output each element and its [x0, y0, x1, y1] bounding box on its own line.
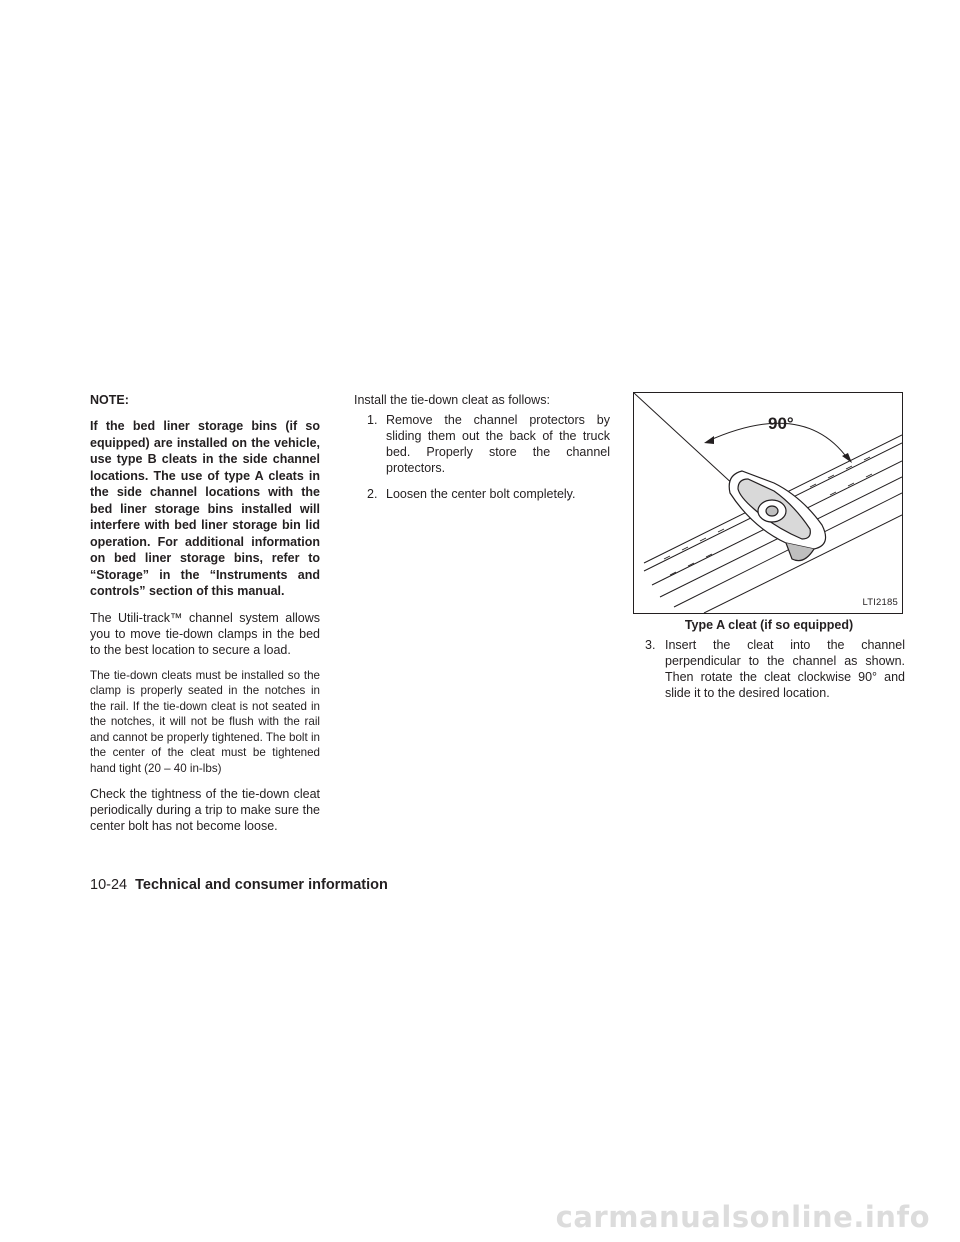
- page-number: 10-24: [90, 877, 128, 893]
- tightness-paragraph: Check the tightness of the tie-down cleat periodically during a trip to make sure the center bolt has not become loose.: [90, 787, 320, 833]
- right-column: [633, 392, 905, 701]
- step-number: 2.: [367, 487, 378, 501]
- install-steps: [354, 412, 610, 502]
- list-item: [354, 486, 610, 502]
- note-heading: NOTE:: [90, 393, 129, 407]
- utili-track-paragraph: The Utili-track™ channel system allows you to move tie-down clamps in the bed to the best location to secure a load.: [90, 610, 320, 657]
- middle-column: [354, 392, 610, 512]
- list-item: [633, 637, 905, 701]
- list-item: [354, 412, 610, 476]
- figure-caption: Type A cleat (if so equipped): [684, 618, 854, 632]
- figure-code: LTI2185: [862, 597, 898, 608]
- step-text: Insert the cleat into the channel perpendicular to the channel as shown. Then rotate the cleat clockwise 90° and slide it to the desired location.: [665, 638, 905, 700]
- angle-label: 90°: [768, 414, 794, 433]
- cleat-install-paragraph: The tie-down cleats must be installed so the clamp is properly seated in the notches in the rail. If the tie-down cleat is not seated in the notches, it will not be flush with the rail and cannot be properly tightened. The bolt in the center of the cleat must be tightened hand tight (20 – 40 in-lbs): [90, 668, 320, 775]
- step-text: Loosen the center bolt completely.: [386, 487, 576, 501]
- note-body: If the bed liner storage bins (if so equipped) are installed on the vehicle, use type B cleats in the side channel locations. The use of type A cleats in the side channel locations with the bed liner storage bins installed will interfere with bed liner storage bin lid operation. For additional information on bed liner storage bins, refer to “Storage” in the “Instruments and controls” section of this manual.: [90, 419, 320, 598]
- install-intro: Install the tie-down cleat as follows:: [354, 393, 550, 407]
- cleat-figure: [633, 392, 903, 614]
- cleat-illustration: [634, 393, 902, 613]
- left-column: [90, 392, 320, 844]
- step-text: Remove the channel protectors by sliding them out the back of the truck bed. Properly store the channel protectors.: [386, 413, 610, 475]
- page-footer: [90, 877, 388, 893]
- watermark: carmanualsonline.info: [555, 1200, 930, 1234]
- step-number: 3.: [645, 638, 656, 652]
- step-number: 1.: [367, 413, 378, 427]
- section-title: Technical and consumer information: [135, 877, 388, 893]
